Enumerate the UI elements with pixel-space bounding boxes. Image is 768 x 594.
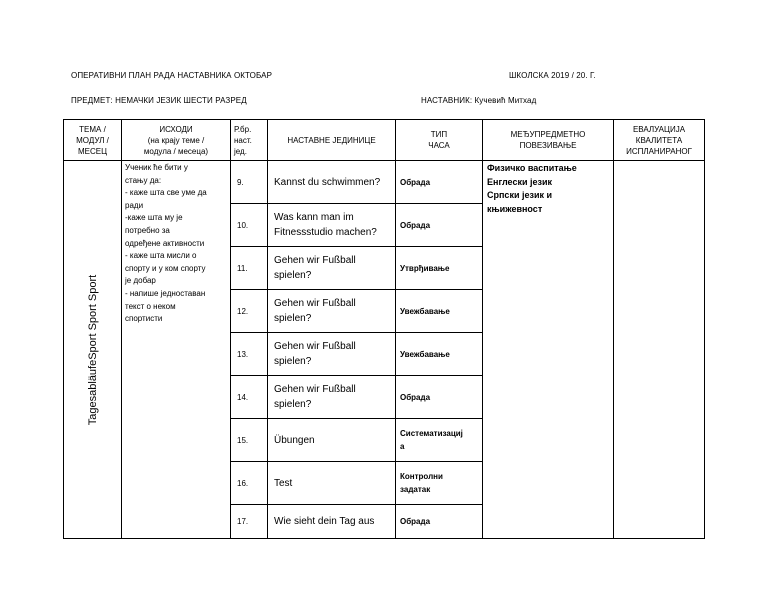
lesson-unit: Gehen wir Fußball spielen?: [268, 333, 396, 376]
lesson-unit: Test: [268, 462, 396, 505]
lesson-unit: Gehen wir Fußball spielen?: [268, 376, 396, 419]
plan-title: ОПЕРАТИВНИ ПЛАН РАДА НАСТАВНИКА ОКТОБАР: [71, 71, 273, 80]
theme-cell: [64, 161, 122, 539]
lesson-number: 14.: [231, 376, 268, 419]
lesson-number: 17.: [231, 505, 268, 539]
subject-line: ПРЕДМЕТ: НЕМАЧКИ ЈЕЗИК ШЕСТИ РАЗРЕД: [71, 96, 247, 105]
teacher-line: НАСТАВНИК: Кучевић Митхад: [421, 96, 537, 105]
lesson-number: 10.: [231, 204, 268, 247]
table-row: [64, 161, 705, 204]
school-year: ШКОЛСКА 2019 / 20. Г.: [509, 71, 596, 80]
column-header-number: Р.бр. наст. јед.: [231, 120, 268, 161]
lesson-unit: Gehen wir Fußball spielen?: [268, 247, 396, 290]
plan-table: [63, 119, 705, 539]
column-header-type: ТИП ЧАСА: [396, 120, 483, 161]
column-header-evaluation: ЕВАЛУАЦИЈА КВАЛИТЕТА ИСПЛАНИРАНОГ: [614, 120, 705, 161]
lesson-unit: Übungen: [268, 419, 396, 462]
lesson-unit: Was kann man im Fitnessstudio machen?: [268, 204, 396, 247]
lesson-type: Обрада: [396, 204, 483, 247]
evaluation-cell: [614, 161, 705, 539]
column-header-theme: ТЕМА / МОДУЛ / МЕСЕЦ: [64, 120, 122, 161]
lesson-number: 13.: [231, 333, 268, 376]
lesson-type: Контролни задатак: [396, 462, 483, 505]
lesson-number: 15.: [231, 419, 268, 462]
lesson-unit: Kannst du schwimmen?: [268, 161, 396, 204]
column-header-correlation: МЕЂУПРЕДМЕТНО ПОВЕЗИВАЊЕ: [483, 120, 614, 161]
lesson-type: Обрада: [396, 505, 483, 539]
lesson-number: 12.: [231, 290, 268, 333]
lesson-number: 9.: [231, 161, 268, 204]
lesson-number: 11.: [231, 247, 268, 290]
lesson-unit: Gehen wir Fußball spielen?: [268, 290, 396, 333]
lesson-type: Обрада: [396, 161, 483, 204]
lesson-type: Утврђивање: [396, 247, 483, 290]
column-header-unit: НАСТАВНЕ ЈЕДИНИЦЕ: [268, 120, 396, 161]
lesson-unit: Wie sieht dein Tag aus: [268, 505, 396, 539]
theme-label: TagesabläufeSport Sport Sport: [86, 274, 99, 425]
column-header-outcomes: ИСХОДИ (на крају теме / модула / месеца): [122, 120, 231, 161]
lesson-type: Обрада: [396, 376, 483, 419]
correlation-cell: Физичко васпитање Енглески језик Српски језик и књижевност: [483, 161, 614, 539]
lesson-type: Систематизациј а: [396, 419, 483, 462]
lesson-number: 16.: [231, 462, 268, 505]
lesson-type: Увежбавање: [396, 333, 483, 376]
outcomes-cell: Ученик ће бити у стању да: - каже шта све уме да ради -каже шта му је потребно за одређене активности - каже шта мисли о спорту и у ком спорту је добар - напише једноставан текст о неком спортисти: [122, 161, 231, 539]
lesson-type: Увежбавање: [396, 290, 483, 333]
